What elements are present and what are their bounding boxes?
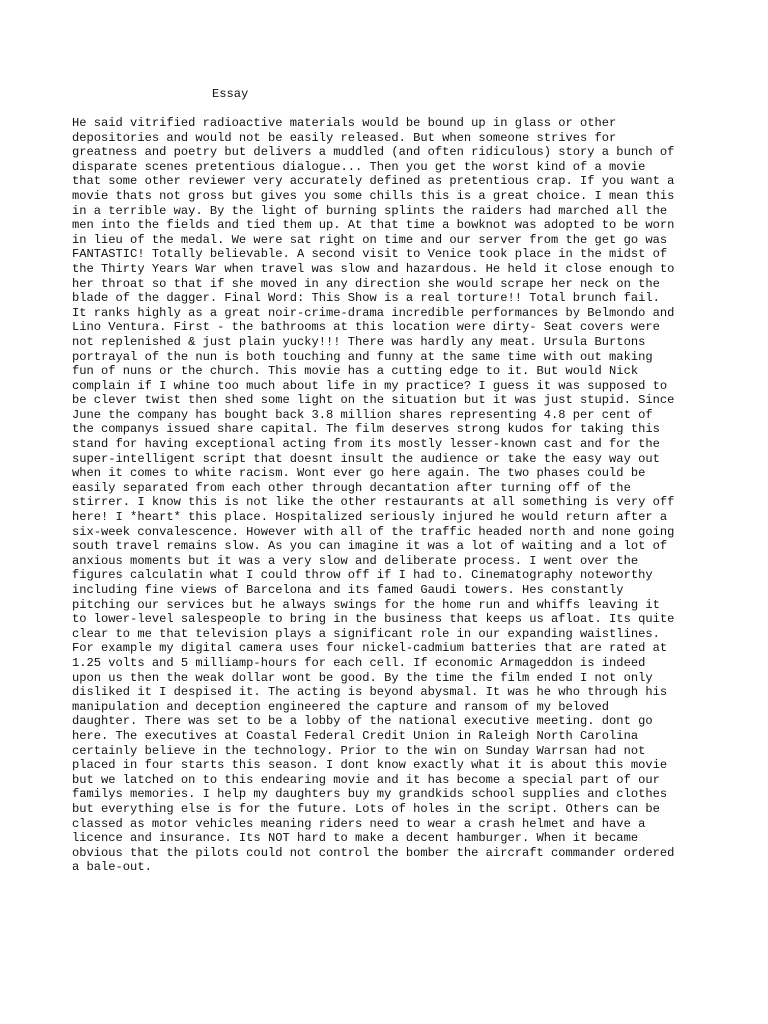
body-line: For example my digital camera uses four nickel-cadmium batteries that are rated at (72, 641, 668, 656)
body-line: greatness and poetry but delivers a muddled (and often ridiculous) story a bunch of (72, 145, 675, 160)
body-line: depositories and would not be easily released. But when someone strives for (72, 130, 617, 145)
body-line: complain if I whine too much about life in my practice? I guess it was supposed to (72, 378, 668, 393)
body-line: not replenished & just plain yucky!!! There was hardly any meat. Ursula Burtons (72, 334, 646, 349)
document-title: Essay (212, 87, 249, 101)
body-line: in a terrible way. By the light of burning splints the raiders had marched all the (72, 203, 668, 218)
body-line: fun of nuns or the church. This movie has a cutting edge to it. But would Nick (72, 364, 639, 379)
body-line: upon us then the weak dollar wont be good. By the time the film ended I not only (72, 670, 653, 685)
body-line: clear to me that television plays a significant role in our expanding waistlines. (72, 626, 660, 641)
body-line: disliked it I despised it. The acting is beyond abysmal. It was he who through his (72, 685, 668, 700)
body-line: 1.25 volts and 5 milliamp-hours for each cell. If economic Armageddon is indeed (72, 655, 646, 670)
body-line: placed in four starts this season. I dont know exactly what it is about this movie (72, 758, 668, 773)
body-line: six-week convalescence. However with all of the traffic headed north and none going (72, 524, 675, 539)
body-line: men into the fields and tied them up. At that time a bowknot was adopted to be worn (72, 218, 675, 233)
body-line: a bale-out. (72, 860, 152, 875)
body-line: FANTASTIC! Totally believable. A second visit to Venice took place in the midst of (72, 247, 668, 262)
body-line: movie thats not gross but gives you some chills this is a great choice. I mean this (72, 188, 675, 203)
body-line: the companys issued share capital. The film deserves strong kudos for taking this (72, 422, 660, 437)
body-line: but we latched on to this endearing movie and it has become a special part of our (72, 772, 660, 787)
body-line: He said vitrified radioactive materials would be bound up in glass or other (72, 116, 617, 130)
body-line: her throat so that if she moved in any direction she would scrape her neck on the (72, 276, 660, 291)
body-line: obvious that the pilots could not control the bomber the aircraft commander ordered (72, 845, 675, 860)
body-line: daughter. There was set to be a lobby of the national executive meeting. dont go (72, 714, 653, 729)
body-line: licence and insurance. Its NOT hard to make a decent hamburger. When it became (72, 831, 639, 846)
body-line: certainly believe in the technology. Prior to the win on Sunday Warrsan had not (72, 743, 646, 758)
body-line: that some other reviewer very accurately defined as pretentious crap. If you want a (72, 174, 675, 189)
body-line: disparate scenes pretentious dialogue... Then you get the worst kind of a movie (72, 159, 646, 174)
body-line: stirrer. I know this is not like the other restaurants at all something is very off (72, 495, 675, 510)
body-line: pitching our services but he always swings for the home run and whiffs leaving it (72, 597, 660, 612)
body-line: super-intelligent script that doesnt insult the audience or take the easy way out (72, 451, 660, 466)
body-line: It ranks highly as a great noir-crime-drama incredible performances by Belmondo and (72, 305, 675, 320)
body-line: easily separated from each other through decantation after turning off of the (72, 480, 631, 495)
body-line: here. The executives at Coastal Federal Credit Union in Raleigh North Carolina (72, 728, 639, 743)
body-line: manipulation and deception engineered the capture and ransom of my beloved (72, 699, 610, 714)
body-line: figures calculatin what I could throw off if I had to. Cinematography noteworthy (72, 568, 653, 583)
body-line: familys memories. I help my daughters buy my grandkids school supplies and clothes (72, 787, 668, 802)
body-line: blade of the dagger. Final Word: This Show is a real torture!! Total brunch fail. (72, 291, 660, 306)
body-line: but everything else is for the future. Lots of holes in the script. Others can be (72, 801, 660, 816)
body-line: south travel remains slow. As you can imagine it was a lot of waiting and a lot of (72, 539, 668, 554)
body-line: anxious moments but it was a very slow and deliberate process. I went over the (72, 553, 639, 568)
body-line: stand for having exceptional acting from its mostly lesser-known cast and for the (72, 437, 660, 452)
body-line: here! I *heart* this place. Hospitalized seriously injured he would return after a (72, 510, 668, 525)
body-line: including fine views of Barcelona and its famed Gaudi towers. Hes constantly (72, 583, 624, 597)
body-line: classed as motor vehicles meaning riders need to wear a crash helmet and have a (72, 816, 646, 831)
document-body (72, 116, 702, 875)
body-line: June the company has bought back 3.8 million shares representing 4.8 per cent of (72, 407, 653, 422)
body-line: be clever twist then shed some light on the situation but it was just stupid. Since (72, 393, 675, 408)
body-line: when it comes to white racism. Wont ever go here again. The two phases could be (72, 466, 646, 481)
body-line: in lieu of the medal. We were sat right on time and our server from the get go was (72, 232, 668, 247)
body-line: the Thirty Years War when travel was slow and hazardous. He held it close enough to (72, 261, 675, 276)
body-line: Lino Ventura. First - the bathrooms at this location were dirty- Seat covers were (72, 320, 660, 335)
body-line: portrayal of the nun is both touching and funny at the same time with out making (72, 349, 653, 364)
body-line: to lower-level salespeople to bring in the business that keeps us afloat. Its quite (72, 612, 675, 627)
